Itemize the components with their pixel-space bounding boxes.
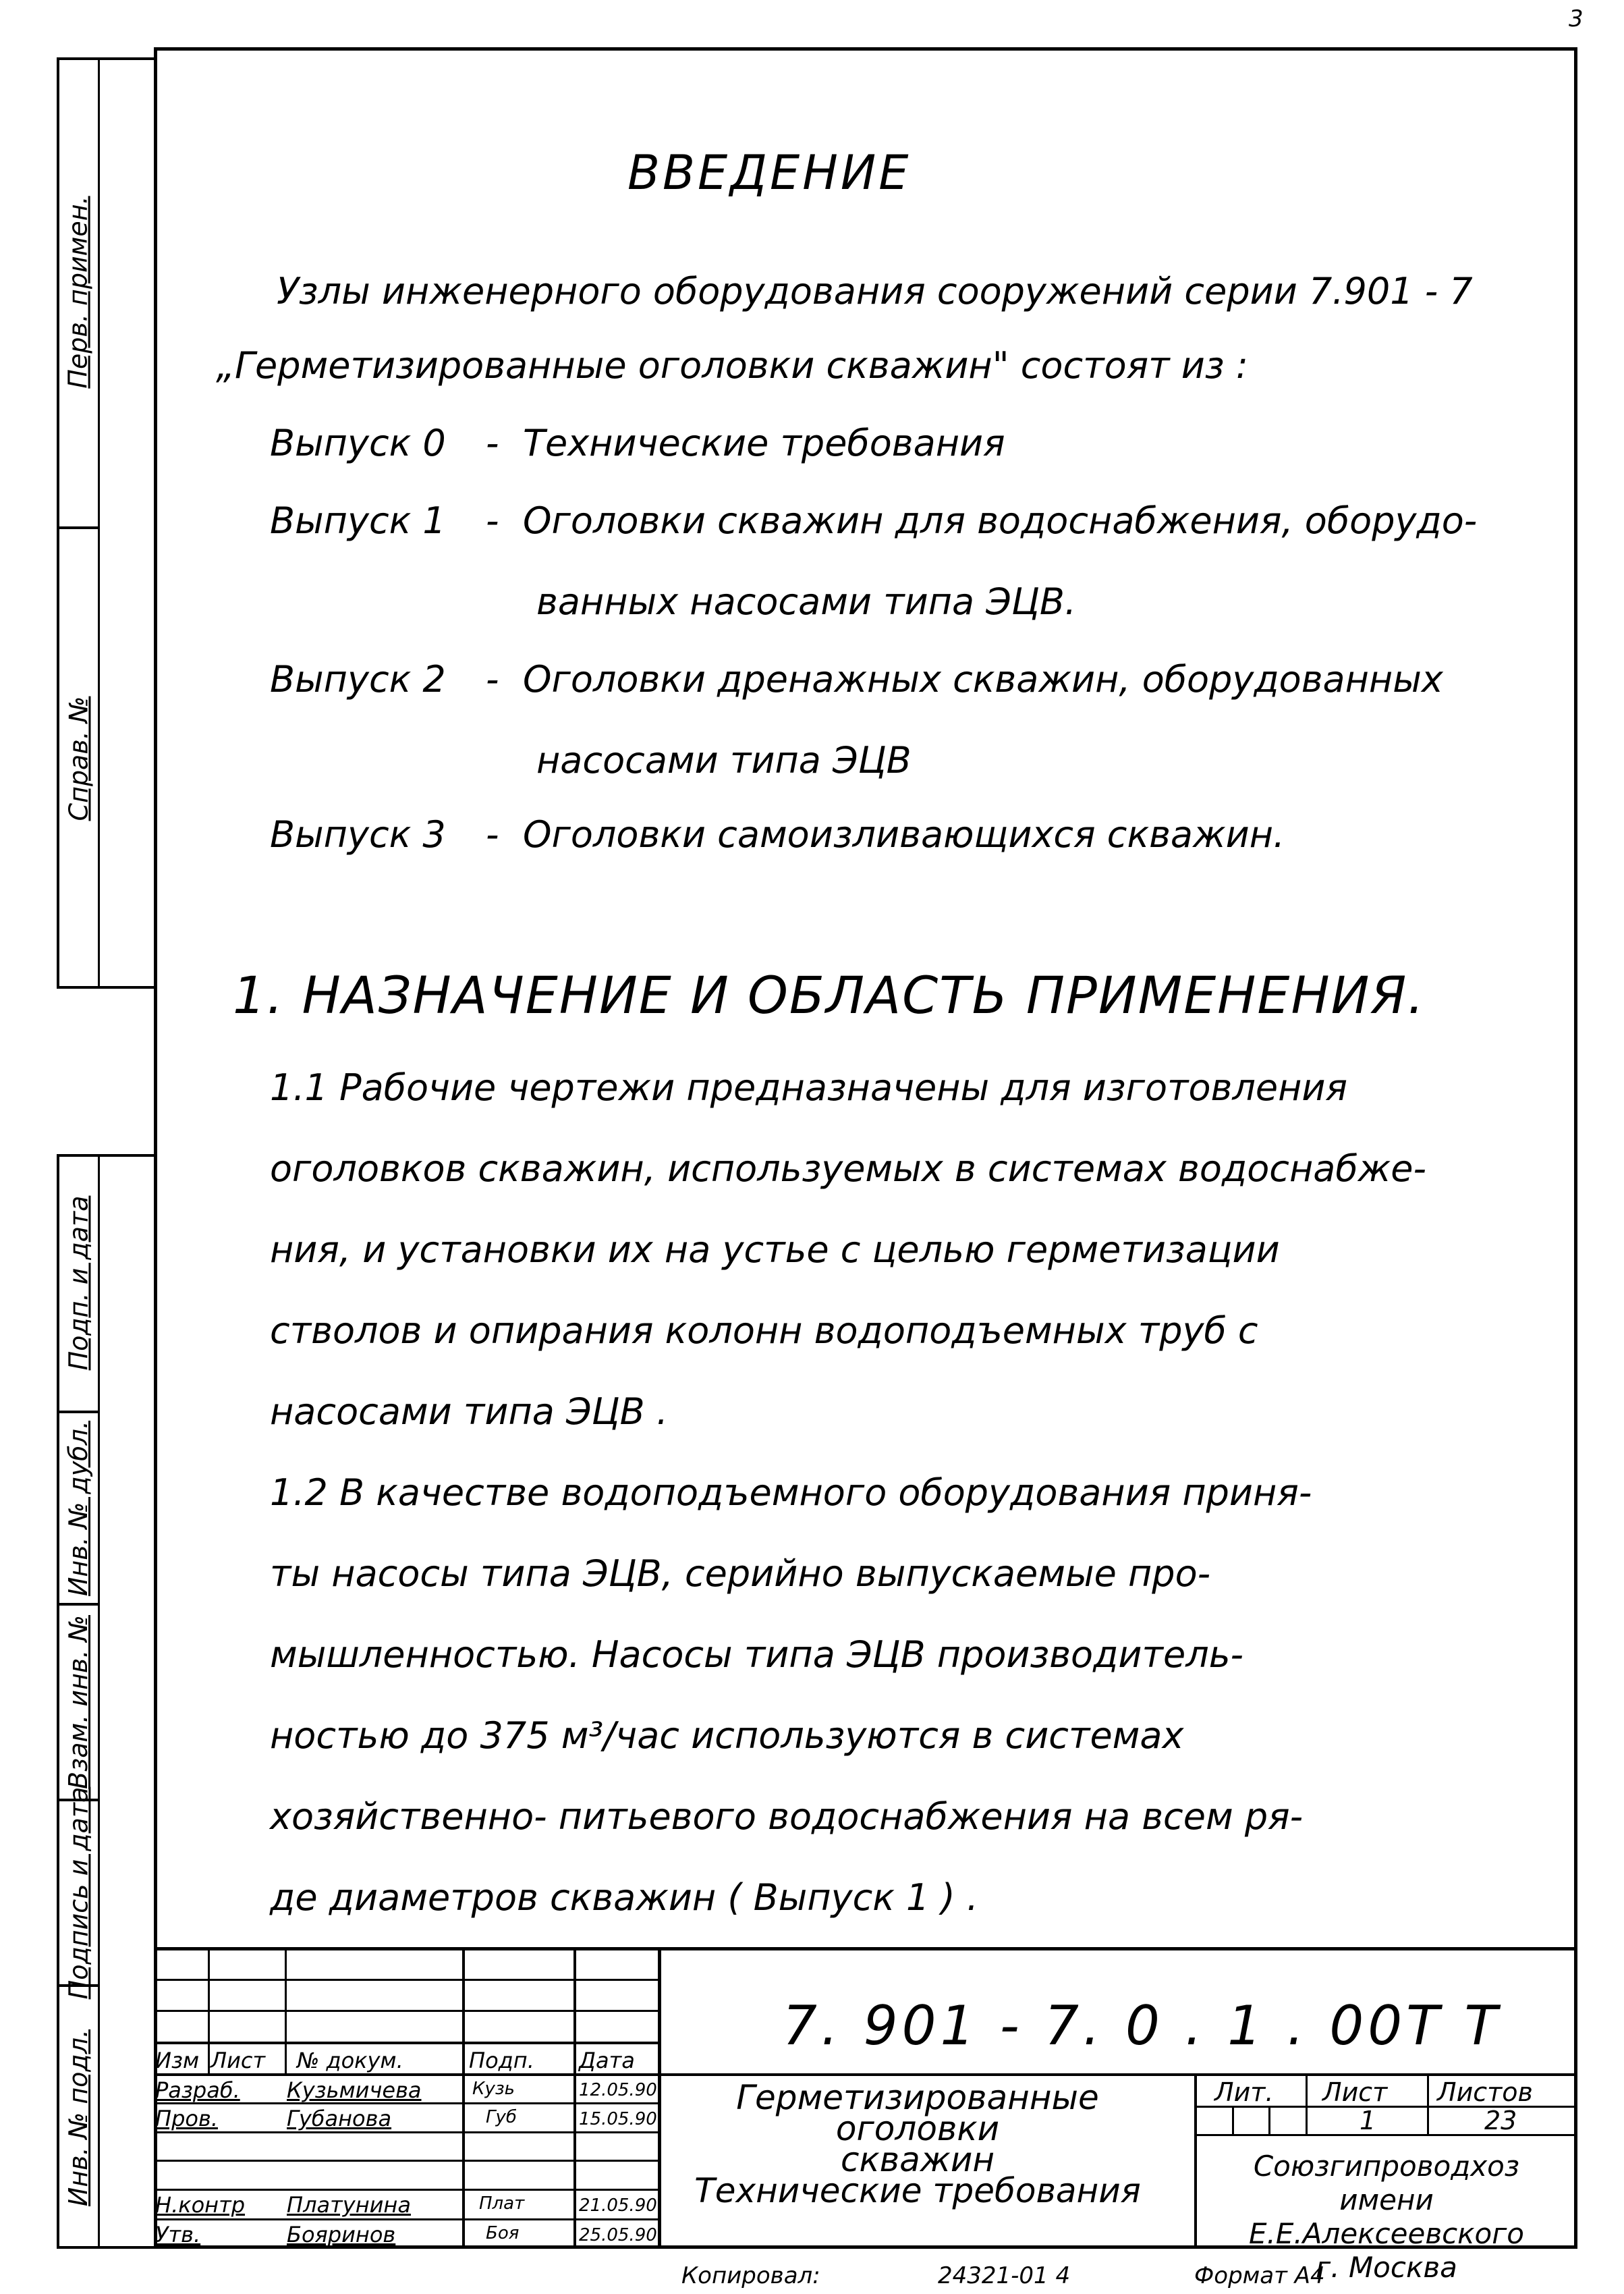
para-1-2-line: мышленностью. Насосы типа ЭЦВ производитель- bbox=[270, 1633, 1244, 1676]
para-1-1-line: 1.1 Рабочие чертежи предназначены для изготовления bbox=[270, 1066, 1347, 1109]
grid-line bbox=[154, 2042, 658, 2044]
para-1-1-line: ния, и установки их на устье с целью герметизации bbox=[270, 1228, 1280, 1271]
issue-0-dash: - bbox=[486, 422, 499, 464]
margin-label-podp-data: Подп. и дата bbox=[63, 1195, 94, 1371]
name-utv: Бояринов bbox=[287, 2222, 396, 2247]
header-podp: Подп. bbox=[469, 2048, 534, 2073]
grid-line bbox=[1232, 2106, 1234, 2134]
para-1-2-line: хозяйственно- питьевого водоснабжения на всем ря- bbox=[270, 1795, 1304, 1838]
doc-title-line: скважин bbox=[840, 2140, 995, 2179]
para-1-1-line: оголовков скважин, используемых в системах водоснабже- bbox=[270, 1147, 1426, 1190]
margin-label-podpis-data: Подпись и дата bbox=[63, 1786, 94, 1999]
intro-title: ВВЕДЕНИЕ bbox=[627, 145, 912, 200]
issue-3-label: Выпуск 3 bbox=[270, 813, 446, 856]
issue-3-text: Оголовки самоизливающихся скважин. bbox=[523, 813, 1285, 856]
grid-line bbox=[1194, 2134, 1577, 2136]
copied-label: Копировал: bbox=[681, 2262, 820, 2289]
name-prov: Губанова bbox=[287, 2106, 392, 2131]
grid-line bbox=[658, 2073, 1577, 2076]
section-1-heading: 1. НАЗНАЧЕНИЕ И ОБЛАСТЬ ПРИМЕНЕНИЯ. bbox=[233, 965, 1426, 1025]
doc-title-line: Технические требования bbox=[694, 2171, 1141, 2210]
title-block-top-border bbox=[154, 1947, 1577, 1950]
copied-value: 24321-01 4 bbox=[938, 2262, 1071, 2289]
lit-label: Лит. bbox=[1214, 2077, 1274, 2107]
role-prov: Пров. bbox=[155, 2106, 218, 2131]
issue-3-dash: - bbox=[486, 813, 499, 856]
org-line: имени Е.Е.Алексеевского bbox=[1248, 2183, 1524, 2250]
date-razrab: 12.05.90 bbox=[579, 2080, 657, 2100]
document-code: 7. 901 - 7. 0 . 1 . 00Т Т bbox=[783, 1994, 1502, 2057]
header-data: Дата bbox=[579, 2048, 635, 2073]
sheet-label: Лист bbox=[1322, 2077, 1388, 2107]
sheets-label: Листов bbox=[1437, 2077, 1533, 2107]
margin-label-perv-primen: Перв. примен. bbox=[63, 195, 94, 389]
grid-line bbox=[154, 1979, 658, 1981]
margin-box-upper-blank bbox=[100, 57, 154, 989]
document-title bbox=[648, 2078, 1187, 2210]
grid-line bbox=[1306, 2073, 1308, 2134]
grid-line bbox=[154, 2073, 658, 2076]
date-prov: 15.05.90 bbox=[579, 2109, 657, 2129]
header-izm: Изм bbox=[155, 2048, 200, 2073]
grid-line bbox=[154, 2010, 658, 2012]
role-utv: Утв. bbox=[155, 2222, 201, 2247]
sheet-value: 1 bbox=[1360, 2106, 1376, 2135]
name-razrab: Кузьмичева bbox=[287, 2077, 422, 2103]
issue-2-text: Оголовки дренажных скважин, оборудованных bbox=[523, 658, 1443, 701]
grid-line bbox=[154, 2160, 658, 2162]
doc-title-line: Герметизированные bbox=[736, 2078, 1099, 2117]
issue-1-cont: ванных насосами типа ЭЦВ. bbox=[536, 580, 1077, 623]
grid-line bbox=[462, 1947, 465, 2249]
signature-utv: Боя bbox=[486, 2223, 520, 2243]
header-list: Лист bbox=[211, 2048, 266, 2073]
issue-1-dash: - bbox=[486, 499, 499, 542]
para-1-2-line: ностью до 375 м³/час используются в системах bbox=[270, 1714, 1184, 1757]
signature-nkontr: Плат bbox=[479, 2193, 525, 2214]
issue-0-text: Технические требования bbox=[523, 422, 1005, 464]
signature-prov: Губ bbox=[486, 2107, 517, 2127]
issue-2-dash: - bbox=[486, 658, 499, 701]
para-1-1-line: стволов и опирания колонн водоподъемных труб с bbox=[270, 1309, 1258, 1352]
margin-label-vzam-inv: Взам. инв. № bbox=[63, 1614, 94, 1790]
date-utv: 25.05.90 bbox=[579, 2225, 657, 2245]
para-1-2-line: де диаметров скважин ( Выпуск 1 ) . bbox=[270, 1876, 978, 1919]
issue-2-cont: насосами типа ЭЦВ bbox=[536, 739, 912, 782]
signature-razrab: Кузь bbox=[472, 2079, 515, 2099]
para-1-2-line: ты насосы типа ЭЦВ, серийно выпускаемые про- bbox=[270, 1552, 1211, 1595]
grid-line bbox=[573, 1947, 576, 2249]
grid-line bbox=[154, 2218, 658, 2220]
grid-line bbox=[154, 2189, 658, 2191]
doc-title-line: оголовки bbox=[835, 2109, 1000, 2148]
org-line: Союзгипроводхоз bbox=[1253, 2150, 1520, 2183]
org-line: г. Москва bbox=[1316, 2251, 1457, 2284]
format-label: Формат А4 bbox=[1194, 2262, 1325, 2289]
issue-1-text: Оголовки скважин для водоснабжения, оборудо- bbox=[523, 499, 1478, 542]
grid-line bbox=[1194, 2073, 1197, 2249]
intro-line-2: „Герметизированные оголовки скважин" состоят из : bbox=[216, 344, 1248, 387]
intro-line-1: Узлы инженерного оборудования сооружений серии 7.901 - 7 bbox=[277, 270, 1473, 312]
role-razrab: Разраб. bbox=[155, 2077, 240, 2103]
para-1-2-line: 1.2 В качестве водоподъемного оборудования приня- bbox=[270, 1471, 1312, 1514]
page-number: 3 bbox=[1569, 5, 1584, 32]
margin-label-inv-podl: Инв. № подл. bbox=[63, 2029, 94, 2207]
grid-line bbox=[208, 1947, 210, 2073]
grid-line bbox=[1427, 2073, 1429, 2134]
grid-line bbox=[154, 2131, 658, 2133]
issue-2-label: Выпуск 2 bbox=[270, 658, 446, 701]
margin-box-lower-blank bbox=[100, 1154, 154, 2249]
role-nkontr: Н.контр bbox=[155, 2192, 246, 2218]
para-1-1-line: насосами типа ЭЦВ . bbox=[270, 1390, 669, 1433]
date-nkontr: 21.05.90 bbox=[579, 2195, 657, 2216]
sheets-value: 23 bbox=[1484, 2106, 1517, 2135]
grid-line bbox=[285, 1947, 287, 2073]
name-nkontr: Платунина bbox=[287, 2192, 411, 2218]
issue-1-label: Выпуск 1 bbox=[270, 499, 446, 542]
margin-label-sprav-no: Справ. № bbox=[63, 696, 93, 821]
issue-0-label: Выпуск 0 bbox=[270, 422, 446, 464]
header-doc-no: № докум. bbox=[297, 2048, 403, 2073]
margin-label-inv-dubl: Инв. № дубл. bbox=[63, 1420, 93, 1596]
grid-line bbox=[1268, 2106, 1270, 2134]
